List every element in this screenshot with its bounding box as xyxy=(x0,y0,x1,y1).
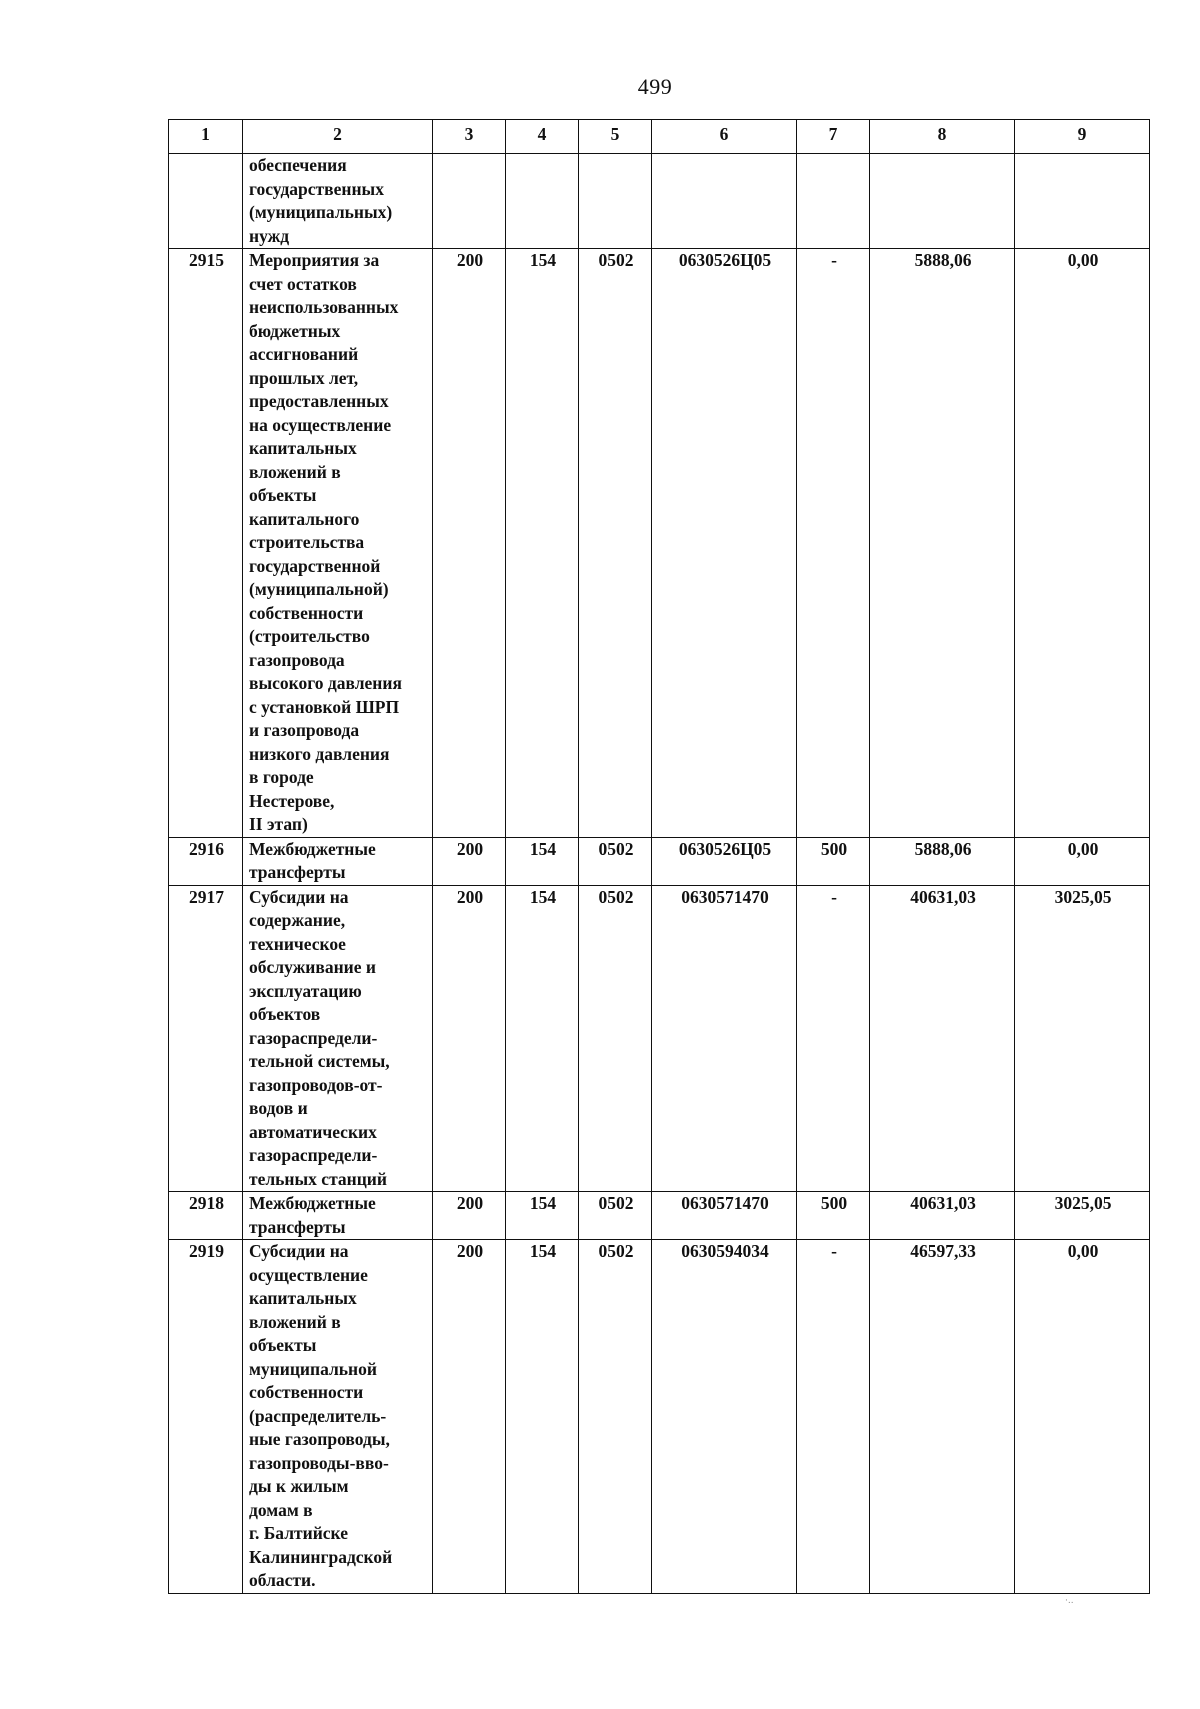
row-number: 2919 xyxy=(169,1240,243,1594)
cell-col9: 3025,05 xyxy=(1015,1192,1150,1240)
cell-col7: 500 xyxy=(797,1192,870,1240)
cell-col3 xyxy=(433,154,506,249)
budget-table xyxy=(168,119,1150,1594)
cell-col7: 500 xyxy=(797,837,870,885)
row-number: 2916 xyxy=(169,837,243,885)
cell-col5: 0502 xyxy=(579,1192,652,1240)
table-row xyxy=(169,249,1150,838)
col-header-2: 2 xyxy=(243,120,433,154)
cell-col5 xyxy=(579,154,652,249)
cell-col3: 200 xyxy=(433,1192,506,1240)
cell-col6: 0630594034 xyxy=(652,1240,797,1594)
cell-col6: 0630526Ц05 xyxy=(652,837,797,885)
cell-col5: 0502 xyxy=(579,1240,652,1594)
row-name: Мероприятия за счет остатков неиспользованных бюджетных ассигнований прошлых лет, предоставленных на осуществление капитальных вложений в объекты капитального строительства государственной (муниципальной) собственности (строительство газопровода высокого давления с установкой ШРП и газопровода низкого давления в городе Нестерове, II этап) xyxy=(243,249,433,838)
cell-col8 xyxy=(870,154,1015,249)
col-header-1: 1 xyxy=(169,120,243,154)
cell-col8: 46597,33 xyxy=(870,1240,1015,1594)
col-header-4: 4 xyxy=(506,120,579,154)
cell-col6: 0630526Ц05 xyxy=(652,249,797,838)
row-number xyxy=(169,154,243,249)
col-header-8: 8 xyxy=(870,120,1015,154)
table-row xyxy=(169,1192,1150,1240)
row-number: 2915 xyxy=(169,249,243,838)
cell-col4 xyxy=(506,154,579,249)
table-row xyxy=(169,885,1150,1192)
cell-col8: 5888,06 xyxy=(870,837,1015,885)
cell-col9: 3025,05 xyxy=(1015,885,1150,1192)
cell-col5: 0502 xyxy=(579,249,652,838)
cell-col3: 200 xyxy=(433,249,506,838)
cell-col7 xyxy=(797,154,870,249)
cell-col4: 154 xyxy=(506,885,579,1192)
row-name: обеспечения государственных (муниципальных) нужд xyxy=(243,154,433,249)
cell-col9: 0,00 xyxy=(1015,1240,1150,1594)
cell-col6: 0630571470 xyxy=(652,1192,797,1240)
row-name: Субсидии на содержание, техническое обслуживание и эксплуатацию объектов газораспредели- тельной системы, газопроводов-от- водов и автоматических газораспредели- тельных станций xyxy=(243,885,433,1192)
cell-col6: 0630571470 xyxy=(652,885,797,1192)
cell-col4: 154 xyxy=(506,837,579,885)
col-header-5: 5 xyxy=(579,120,652,154)
cell-col3: 200 xyxy=(433,1240,506,1594)
cell-col7: - xyxy=(797,1240,870,1594)
row-number: 2918 xyxy=(169,1192,243,1240)
row-name: Субсидии на осуществление капитальных вложений в объекты муниципальной собственности (распределитель- ные газопроводы, газопроводы-вво- ды к жилым домам в г. Балтийске Калининградской области. xyxy=(243,1240,433,1594)
cell-col9 xyxy=(1015,154,1150,249)
col-header-9: 9 xyxy=(1015,120,1150,154)
cell-col3: 200 xyxy=(433,837,506,885)
cell-col8: 40631,03 xyxy=(870,1192,1015,1240)
col-header-6: 6 xyxy=(652,120,797,154)
table-row xyxy=(169,837,1150,885)
cell-col8: 40631,03 xyxy=(870,885,1015,1192)
row-number: 2917 xyxy=(169,885,243,1192)
cell-col5: 0502 xyxy=(579,837,652,885)
cell-col9: 0,00 xyxy=(1015,837,1150,885)
cell-col9: 0,00 xyxy=(1015,249,1150,838)
cell-col7: - xyxy=(797,885,870,1192)
col-header-3: 3 xyxy=(433,120,506,154)
row-name: Межбюджетные трансферты xyxy=(243,837,433,885)
cell-col8: 5888,06 xyxy=(870,249,1015,838)
cell-col6 xyxy=(652,154,797,249)
cell-col7: - xyxy=(797,249,870,838)
table-row xyxy=(169,154,1150,249)
col-header-7: 7 xyxy=(797,120,870,154)
cell-col4: 154 xyxy=(506,1240,579,1594)
cell-col4: 154 xyxy=(506,1192,579,1240)
page-number: 499 xyxy=(637,74,673,99)
cell-col3: 200 xyxy=(433,885,506,1192)
row-name: Межбюджетные трансферты xyxy=(243,1192,433,1240)
cell-col4: 154 xyxy=(506,249,579,838)
scan-speck: ·.. xyxy=(1065,1596,1074,1606)
header-row xyxy=(169,120,1150,154)
table-row xyxy=(169,1240,1150,1594)
cell-col5: 0502 xyxy=(579,885,652,1192)
